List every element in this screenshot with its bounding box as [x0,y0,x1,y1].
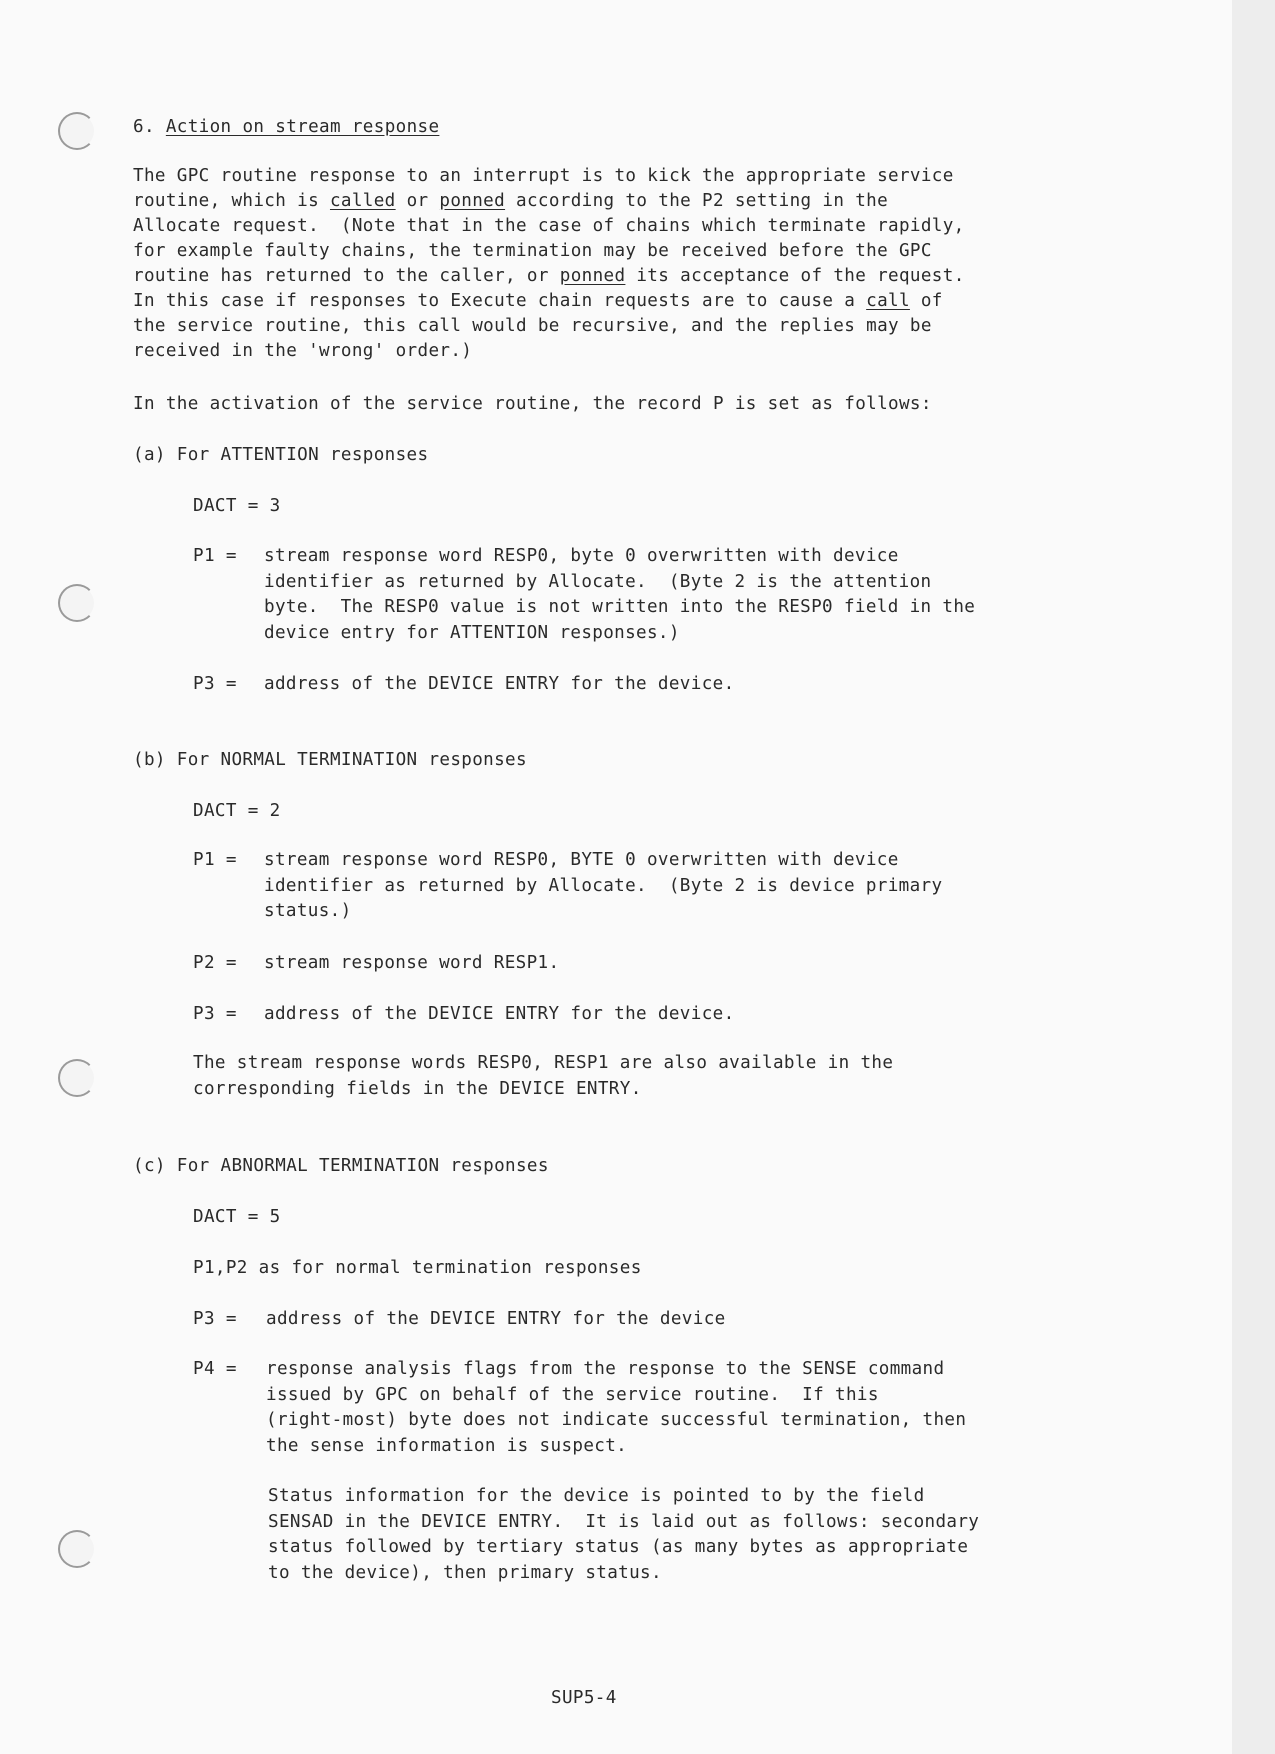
intro-line: received in the 'wrong' order.) [133,341,473,361]
subsection-b-heading: (b) For NORMAL TERMINATION responses [133,750,527,770]
punch-hole [58,584,96,622]
param-label: P1 = [193,850,237,870]
punch-hole [58,1530,96,1568]
param-label: P4 = [193,1359,237,1379]
intro-line: routine, which is called or ponned according to the P2 setting in the [133,191,889,211]
intro-line: the service routine, this call would be recursive, and the replies may be [133,316,932,336]
section-heading: 6. Action on stream response [133,117,440,137]
page-number: SUP5-4 [551,1688,617,1708]
punch-hole [58,112,96,150]
intro-line: for example faulty chains, the termination may be received before the GPC [133,241,932,261]
dact-value: DACT = 5 [193,1207,281,1227]
param-description: address of the DEVICE ENTRY for the device. [264,1004,735,1024]
param-label: P2 = [193,953,237,973]
param-label: P3 = [193,1309,237,1329]
param-label: P1 = [193,546,237,566]
intro-line: The GPC routine response to an interrupt is to kick the appropriate service [133,166,954,186]
subsection-a-heading: (a) For ATTENTION responses [133,445,429,465]
punch-hole [58,1059,96,1097]
dact-value: DACT = 3 [193,496,281,516]
param-description: stream response word RESP0, byte 0 overwritten with device identifier as returned by Allocate. (Byte 2 is the attention byte. The RESP0 value is not written into the RESP0 field in the device entry for ATTENTION responses.) [264,546,976,643]
intro-line: In this case if responses to Execute chain requests are to cause a call of [133,291,943,311]
param-description: address of the DEVICE ENTRY for the device [266,1309,726,1329]
status-information: Status information for the device is pointed to by the field SENSAD in the DEVICE ENTRY. It is laid out as follows: secondary status followed by tertiary status (as many bytes as appropriate to the device), then primary status. [268,1486,980,1583]
param-description: address of the DEVICE ENTRY for the device. [264,674,735,694]
param-description: stream response word RESP0, BYTE 0 overwritten with device identifier as returned by Allocate. (Byte 2 is device primary status.) [264,850,943,921]
subsection-c-heading: (c) For ABNORMAL TERMINATION responses [133,1156,549,1176]
param-description: stream response word RESP1. [264,953,560,973]
intro-line: routine has returned to the caller, or ponned its acceptance of the request. [133,266,965,286]
activation-text: In the activation of the service routine, the record P is set as follows: [133,394,932,414]
intro-line: Allocate request. (Note that in the case of chains which terminate rapidly, [133,216,965,236]
note-line: corresponding fields in the DEVICE ENTRY. [193,1079,642,1099]
note-line: The stream response words RESP0, RESP1 are also available in the [193,1053,894,1073]
dact-value: DACT = 2 [193,801,281,821]
param-label: P3 = [193,1004,237,1024]
param-line: P1,P2 as for normal termination responses [193,1258,642,1278]
param-label: P3 = [193,674,237,694]
param-description: response analysis flags from the response to the SENSE command issued by GPC on behalf of the service routine. If this (right-most) byte does not indicate successful termination, then the sense information is suspect. [266,1359,967,1456]
